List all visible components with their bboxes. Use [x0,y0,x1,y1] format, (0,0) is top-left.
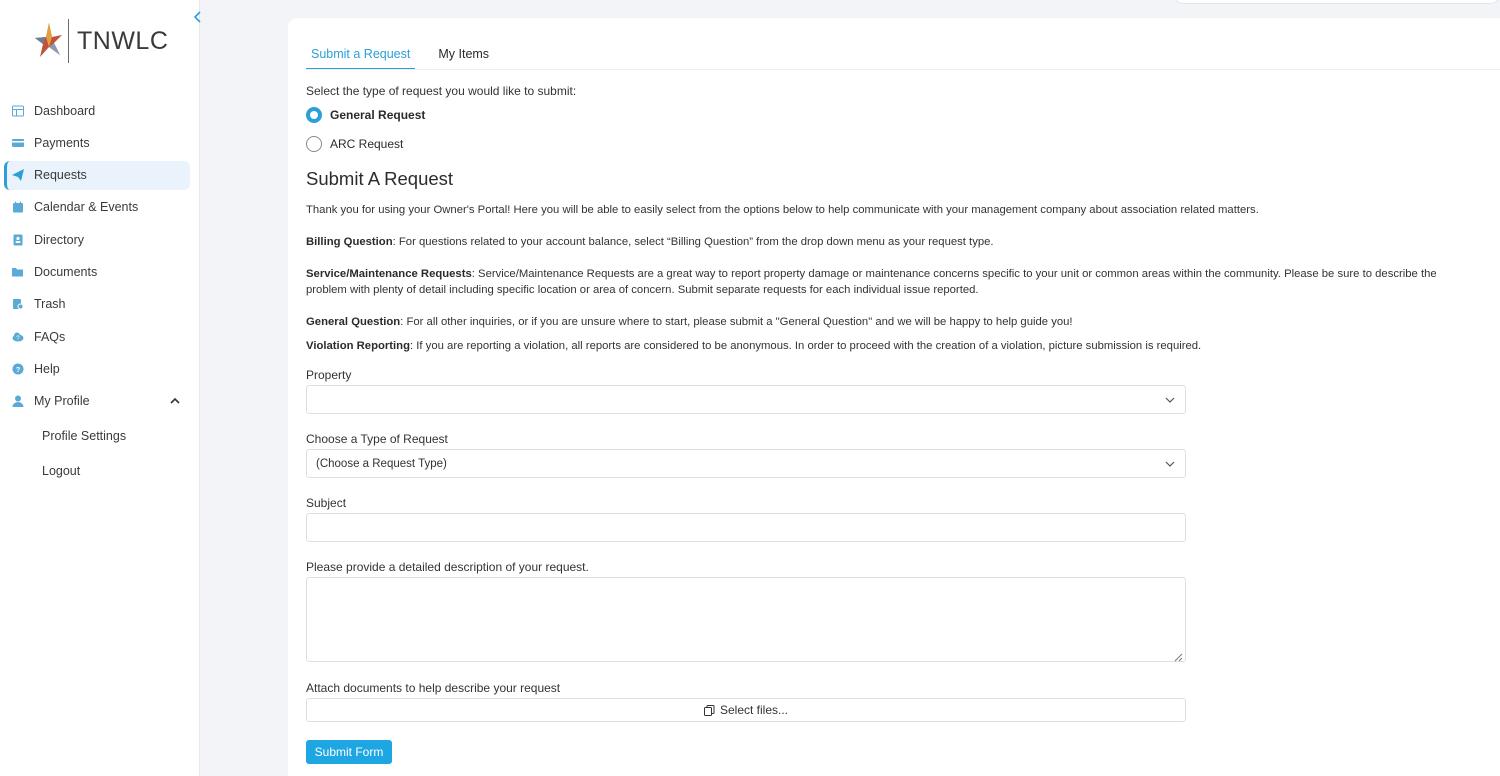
page-title: Submit A Request [306,168,454,189]
sidebar-item-my-profile[interactable] [4,387,190,416]
violation-label: Violation Reporting [306,340,410,352]
sidebar-item-payments[interactable] [4,128,190,157]
sidebar-item-requests[interactable] [4,161,190,190]
sidebar-item-help[interactable] [4,354,190,383]
tab-my-items[interactable]: My Items [438,47,490,61]
chevron-up-icon[interactable] [170,395,180,405]
subject-input[interactable] [306,513,1186,542]
calendar-icon [12,201,24,213]
sidebar-item-label: Directory [34,232,85,247]
chevron-down-icon [1165,395,1175,405]
sidebar-item-label: FAQs [34,329,66,344]
radio-general-request[interactable] [306,107,425,123]
sidebar-item-label: Payments [34,135,90,150]
sidebar-item-label: Dashboard [34,103,96,118]
trash-icon [12,298,24,310]
sidebar-item-label: Documents [34,264,98,279]
cloud-question-icon [12,331,24,343]
user-icon [12,395,24,407]
billing-label: Billing Question [306,236,393,248]
main-card [288,18,1500,776]
sidebar-item-label: Calendar & Events [34,200,139,215]
request-type-prompt: Select the type of request you would like to submit: [306,84,577,98]
violation-text: : If you are reporting a violation, all reports are considered to be anonymous. In order to proceed with the creation of a violation, picture submission is required. [409,340,1202,352]
dashboard-icon [12,105,24,117]
sidebar-item-label: Help [34,361,60,376]
search-bar[interactable] [1172,0,1500,4]
property-select[interactable] [306,385,1186,414]
select-files-label: Select files... [719,703,789,717]
svg-text:?: ? [16,335,20,342]
intro-text: Thank you for using your Owner's Portal! Here you will be able to easily select from the options below to help communicate with your management company about association related matters. [306,204,1259,216]
sidebar-item-faqs[interactable] [4,322,190,351]
tab-bar [306,46,512,70]
resize-handle-icon[interactable] [1173,649,1183,659]
submit-form-button[interactable]: Submit Form [306,740,392,764]
radio-label: ARC Request [330,137,404,151]
credit-card-icon [12,137,24,149]
request-type-label: Choose a Type of Request [306,432,448,446]
request-type-value: (Choose a Request Type) [316,457,447,470]
radio-label: General Request [330,108,426,122]
logo-star-icon [34,21,64,61]
logo-text: TNWLC [77,26,169,55]
service-text: : Service/Maintenance Requests are a great way to report property damage or maintenance concerns specific to your unit or common areas within the community. Please be sure to describe the problem with plenty of detail including specific location or area of concern. Submit separate requests for each individual issue reported. [306,268,1437,296]
billing-text: : For questions related to your account balance, select “Billing Question” from the drop down menu as your request type. [392,236,994,248]
general-text: : For all other inquiries, or if you are unsure where to start, please submit a "General Question" and we will be happy to help guide you! [400,316,1073,328]
service-label: Service/Maintenance Requests [306,268,472,280]
billing-paragraph [306,234,1476,250]
select-files-button[interactable] [306,698,1186,722]
request-type-select[interactable] [306,449,1186,478]
copy-files-icon [704,705,715,716]
paper-plane-icon [12,169,24,181]
address-book-icon [12,234,24,246]
tab-submit-request[interactable]: Submit a Request [306,46,415,70]
general-paragraph [306,314,1476,330]
sidebar-item-calendar[interactable] [4,193,190,222]
subject-label: Subject [306,496,347,510]
chevron-down-icon [1165,459,1175,469]
description-label: Please provide a detailed description of your request. [306,560,589,574]
tabs-divider [306,69,1500,70]
radio-button[interactable] [306,136,322,152]
radio-button[interactable] [306,107,322,123]
profile-settings-link[interactable]: Profile Settings [42,429,127,444]
property-label: Property [306,368,352,382]
radio-arc-request[interactable] [306,136,403,152]
sidebar-nav [0,96,200,489]
sidebar-item-documents[interactable] [4,257,190,286]
sidebar [0,0,200,776]
sidebar-item-directory[interactable] [4,225,190,254]
violation-paragraph [306,338,1476,354]
question-circle-icon [12,363,24,375]
sidebar-item-dashboard[interactable] [4,96,190,125]
svg-text:?: ? [15,364,21,374]
folder-open-icon [12,266,24,278]
sidebar-item-label: Requests [34,168,87,183]
logo-divider [68,19,69,63]
collapse-sidebar-icon[interactable] [190,10,206,28]
sidebar-item-label: Trash [34,297,66,312]
sidebar-item-label: My Profile [34,394,90,409]
service-paragraph [306,266,1476,298]
logout-link[interactable]: Logout [42,464,81,479]
attach-label: Attach documents to help describe your request [306,681,561,695]
logo[interactable] [34,18,168,64]
general-label: General Question [306,316,401,328]
description-textarea[interactable] [306,577,1186,662]
sidebar-item-trash[interactable] [4,290,190,319]
